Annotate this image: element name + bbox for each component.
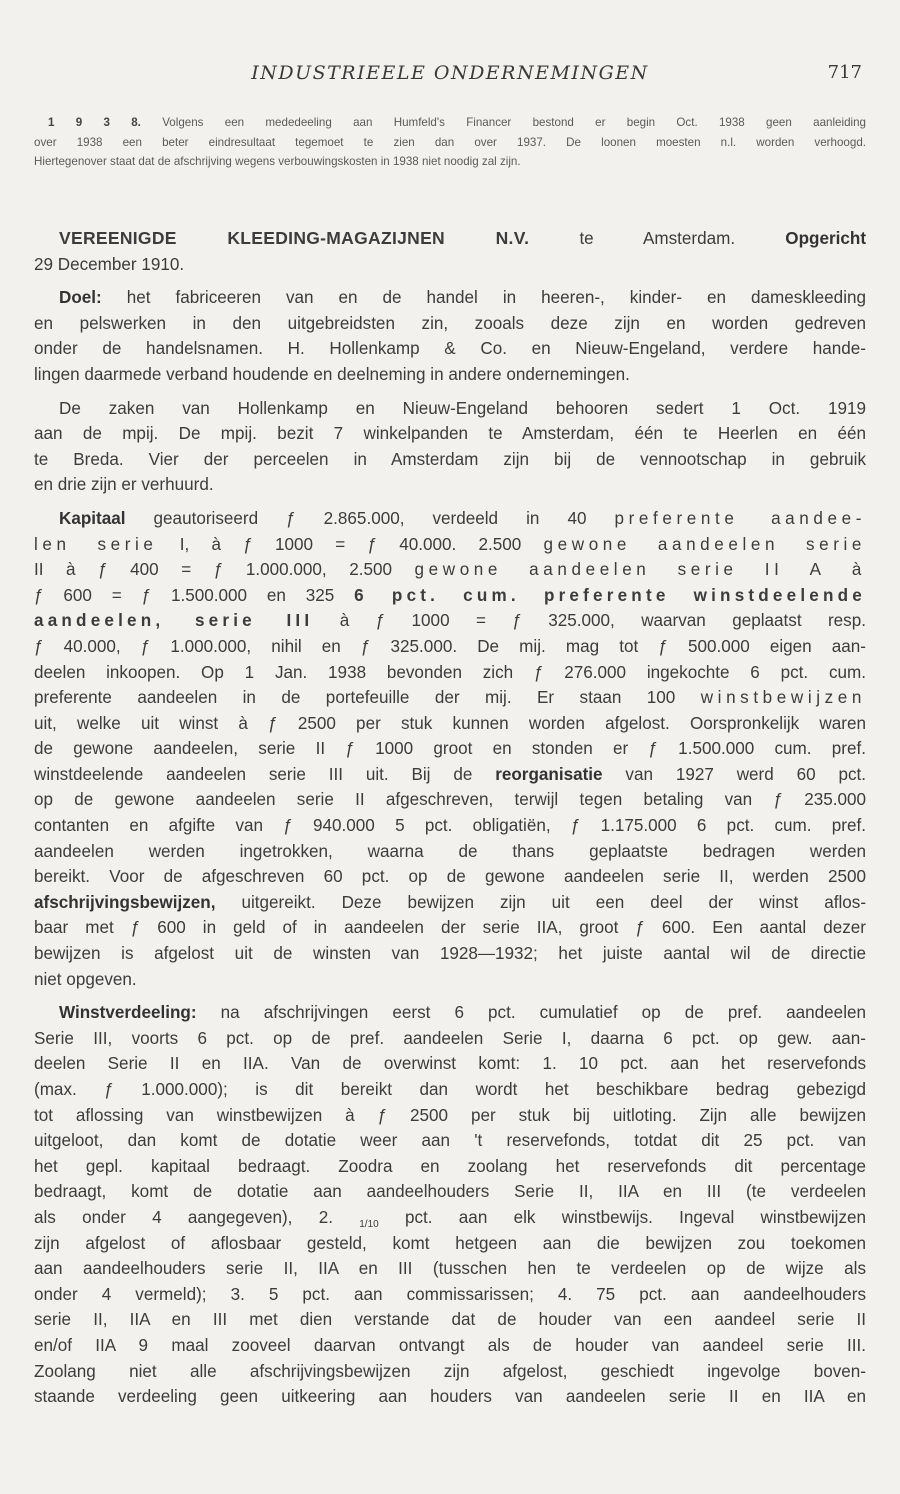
note-line: over 1938 een beter eindresultaat tegemoet te zien dan over 1937. De loonen moesten n.l. worden verhoogd. [34,135,866,149]
doel-paragraph: Doel: het fabriceeren van en de handel in heeren-, kinder- en dameskleeding en pelswerken in den uitgebreidsten zin, zooals deze zijn en worden gedreven onder de handelsnamen. H. Hollenkamp & Co. en Nieuw-Engeland, verdere hande- lingen daarmede verband houdende en deelneming in andere ondernemingen. [34,288,867,384]
note-line: 1 9 3 8. Volgens een mededeeling aan Humfeld's Financer bestond er begin Oct. 1938 geen aanleiding [48,116,866,129]
company-entry [34,226,866,1410]
kapitaal-label: Kapitaal [59,508,126,528]
company-location: te Amsterdam. [579,229,736,248]
running-header [34,62,866,88]
note-line: Hiertegenover staat dat de afschrijving wegens verbouwingskosten in 1938 niet noodig zal zijn. [34,155,521,168]
doel-label: Doel: [59,288,102,308]
winstverdeeling-paragraph: Winstverdeeling: na afschrijvingen eerst 6 pct. cumulatief op de pref. aandeelen Serie III, voorts 6 pct. op de pref. aandeelen Serie I, daarna 6 pct. op gew. aan- deelen Serie II en IIA. Van de overwinst komt: 1. 10 pct. aan het reservefonds (max. ƒ 1.000.000); is dit bereikt dan wordt het beschikbare bedrag gebezigd tot aflossing van winstbewijzen à ƒ 2500 per stuk bij uitloting. Zijn alle bewijzen uitgeloot, dan komt de dotatie weer aan 't reservefonds, totdat dit 25 pct. van het gepl. kapitaal bedraagt. Zoodra en zoolang het reservefonds dit percentage bedraagt, komt de dotatie aan aandeelhouders Serie II, IIA en III (te verdeelen als onder 4 aangegeven), 2. $_{1/10}$ pct. aan elk winstbewijs. Ingeval winstbewijzen zijn afgelost of aflosbaar gesteld, komt hetgeen aan die bewijzen zou toekomen aan aandeelhouders serie II, IIA en III (tusschen hen te verdeelen op de wijze als onder 4 vermeld); 3. 5 pct. aan commissarissen; 4. 75 pct. aan aandeelhouders serie II, IIA en III met dien verstande dat de houder van een aandeel serie II en/of IIA 9 maal zooveel daarvan ontvangt als de houder van aandeel serie III. Zoolang niet alle afschrijvingsbewijzen zijn afgelost, geschiedt ingevolge boven- staande verdeeling geen uitkeering aan houders van aandeelen serie II en IIA en [34,1003,867,1407]
note-year: 1 9 3 8. [48,116,141,129]
fraction: 1/10 [359,1218,379,1230]
founded-date: 29 December 1910. [34,254,185,274]
note-1938 [34,113,866,172]
running-title: INDUSTRIEELE ONDERNEMINGEN [251,62,649,84]
company-heading [34,226,866,252]
founded-label: Opgericht [785,229,867,248]
reorganisatie-term: reorganisatie [495,764,603,784]
kapitaal-paragraph: Kapitaal geautoriseerd ƒ 2.865.000, verdeeld in 40 preferente aandee- len serie I, à ƒ 1000 = ƒ 40.000. 2.500 gewone aandeelen serie II à ƒ 400 = ƒ 1.000.000, 2.500 gewone aandeelen serie II A à ƒ 600 = ƒ 1.500.000 en 325 6 pct. cum. preferente winstdeelende aandeelen, serie III à ƒ 1000 = ƒ 325.000, waarvan geplaatst resp. ƒ 40.000, ƒ 1.000.000, nihil en ƒ 325.000. De mij. mag tot ƒ 500.000 eigen aan- deelen inkoopen. Op 1 Jan. 1938 bevonden zich ƒ 276.000 ingekochte 6 pct. cum. preferente aandeelen in de portefeuille der mij. Er staan 100 winstbewijzen uit, welke uit winst à ƒ 2500 per stuk kunnen worden afgelost. Oorspronkelijk waren de gewone aandeelen, serie II ƒ 1000 groot en stonden er ƒ 1.500.000 cum. pref. winstdeelende aandeelen serie III uit. Bij de reorganisatie van 1927 werd 60 pct. op de gewone aandeelen serie II afgeschreven, terwijl tegen betaling van ƒ 235.000 contanten en afgifte van ƒ 940.000 5 pct. obligatiën, ƒ 1.175.000 6 pct. cum. pref. aandeelen werden ingetrokken, waarna de thans geplaatste bedragen werden bereikt. Voor de afgeschreven 60 pct. op de gewone aandeelen serie II, werden 2500 afschrijvingsbewijzen, uitgereikt. Deze bewijzen zijn uit een deel der winst aflos- baar met ƒ 600 in geld of in aandeelen der serie IIA, groot ƒ 600. Een aantal dezer bewijzen is afgelost uit de winsten van 1928—1932; het juiste aantal wil de directie niet opgeven. [34,508,867,989]
afschrijvingsbewijzen-term: afschrijvingsbewijzen, [34,892,216,912]
zaken-paragraph: De zaken van Hollenkamp en Nieuw-Engeland behooren sedert 1 Oct. 1919 aan de mpij. De mpij. bezit 7 winkelpanden te Amsterdam, één te Heerlen en één te Breda. Vier der perceelen in Amsterdam zijn bij de vennootschap in gebruik en drie zijn er verhuurd. [34,398,866,495]
winst-label: Winstverdeeling: [59,1003,197,1023]
company-name: VEREENIGDE KLEEDING-MAGAZIJNEN N.V. [59,228,530,248]
page-number: 717 [827,62,862,83]
